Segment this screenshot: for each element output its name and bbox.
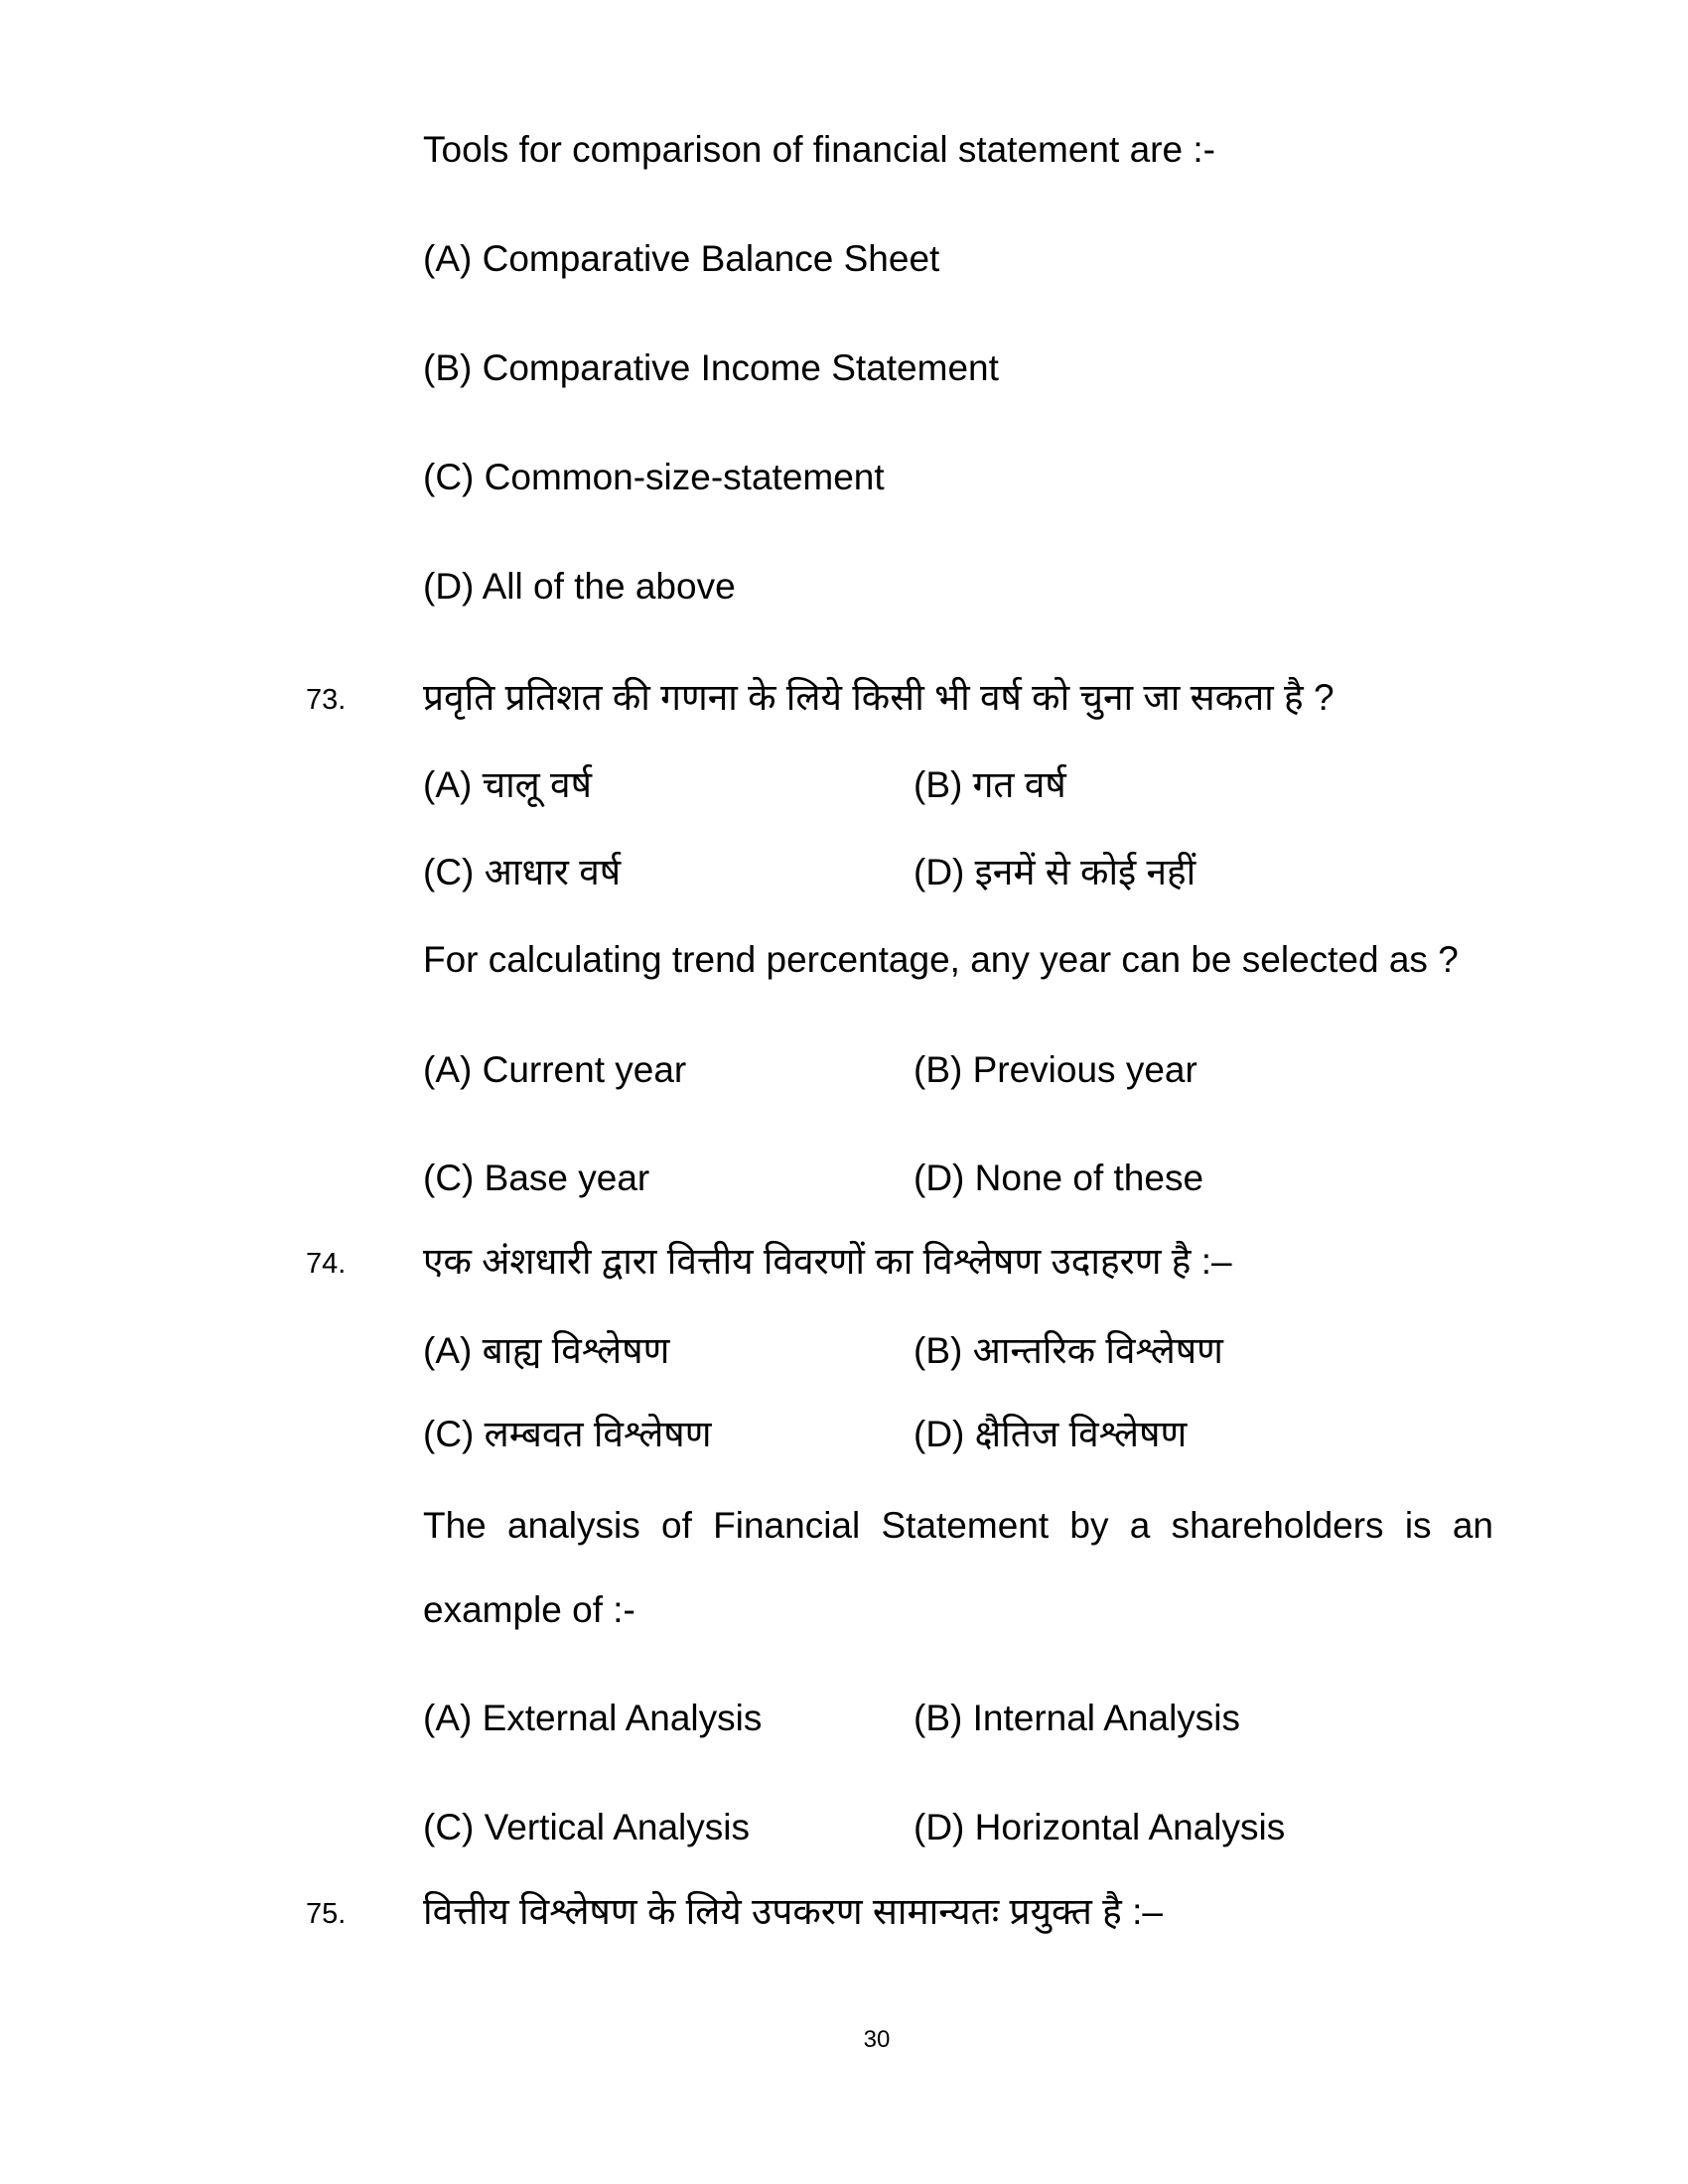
q73-option-c-en: (C) Base year — [423, 1158, 650, 1198]
q74-option-d-hi: (D) क्षैतिज विश्लेषण — [914, 1414, 1188, 1454]
q75-number: 75. — [306, 1898, 347, 1930]
q74-option-c-hi: (C) लम्बवत विश्लेषण — [423, 1414, 712, 1454]
q73-option-b-hi: (B) गत वर्ष — [914, 764, 1066, 805]
q73-question-en: For calculating trend percentage, any year can be selected as ? — [423, 939, 1459, 980]
q75-question-hi: वित्तीय विश्लेषण के लिये उपकरण सामान्यतः प्रयुक्त है :– — [423, 1891, 1163, 1932]
q74-question-en-line1: The analysis of Financial Statement by a shareholders is an — [423, 1505, 1493, 1546]
q74-option-a-hi: (A) बाह्य विश्लेषण — [423, 1330, 670, 1371]
q72-option-c: (C) Common-size-statement — [423, 457, 885, 497]
q73-option-b-en: (B) Previous year — [914, 1049, 1197, 1090]
q72-question-en: Tools for comparison of financial statement are :- — [423, 129, 1215, 170]
q72-option-b: (B) Comparative Income Statement — [423, 347, 999, 388]
page-number: 30 — [863, 2026, 891, 2053]
q73-option-c-hi: (C) आधार वर्ष — [423, 852, 622, 892]
q74-option-c-en: (C) Vertical Analysis — [423, 1807, 750, 1847]
q73-option-d-hi: (D) इनमें से कोई नहीं — [914, 852, 1196, 892]
q74-option-b-en: (B) Internal Analysis — [914, 1698, 1241, 1738]
q72-option-d: (D) All of the above — [423, 566, 736, 607]
q74-question-en-line2: example of :- — [423, 1589, 635, 1630]
q74-option-b-hi: (B) आन्तरिक विश्लेषण — [914, 1330, 1223, 1371]
q73-option-d-en: (D) None of these — [914, 1158, 1204, 1198]
q73-number: 73. — [306, 684, 347, 716]
q74-question-hi: एक अंशधारी द्वारा वित्तीय विवरणों का विश्लेषण उदाहरण है :– — [423, 1241, 1232, 1282]
q73-option-a-en: (A) Current year — [423, 1049, 687, 1090]
q72-option-a: (A) Comparative Balance Sheet — [423, 238, 940, 279]
q74-option-d-en: (D) Horizontal Analysis — [914, 1807, 1286, 1847]
q74-option-a-en: (A) External Analysis — [423, 1698, 763, 1738]
q73-question-hi: प्रवृति प्रतिशत की गणना के लिये किसी भी वर्ष को चुना जा सकता है ? — [423, 677, 1335, 718]
q74-number: 74. — [306, 1248, 347, 1280]
q73-option-a-hi: (A) चालू वर्ष — [423, 764, 593, 805]
